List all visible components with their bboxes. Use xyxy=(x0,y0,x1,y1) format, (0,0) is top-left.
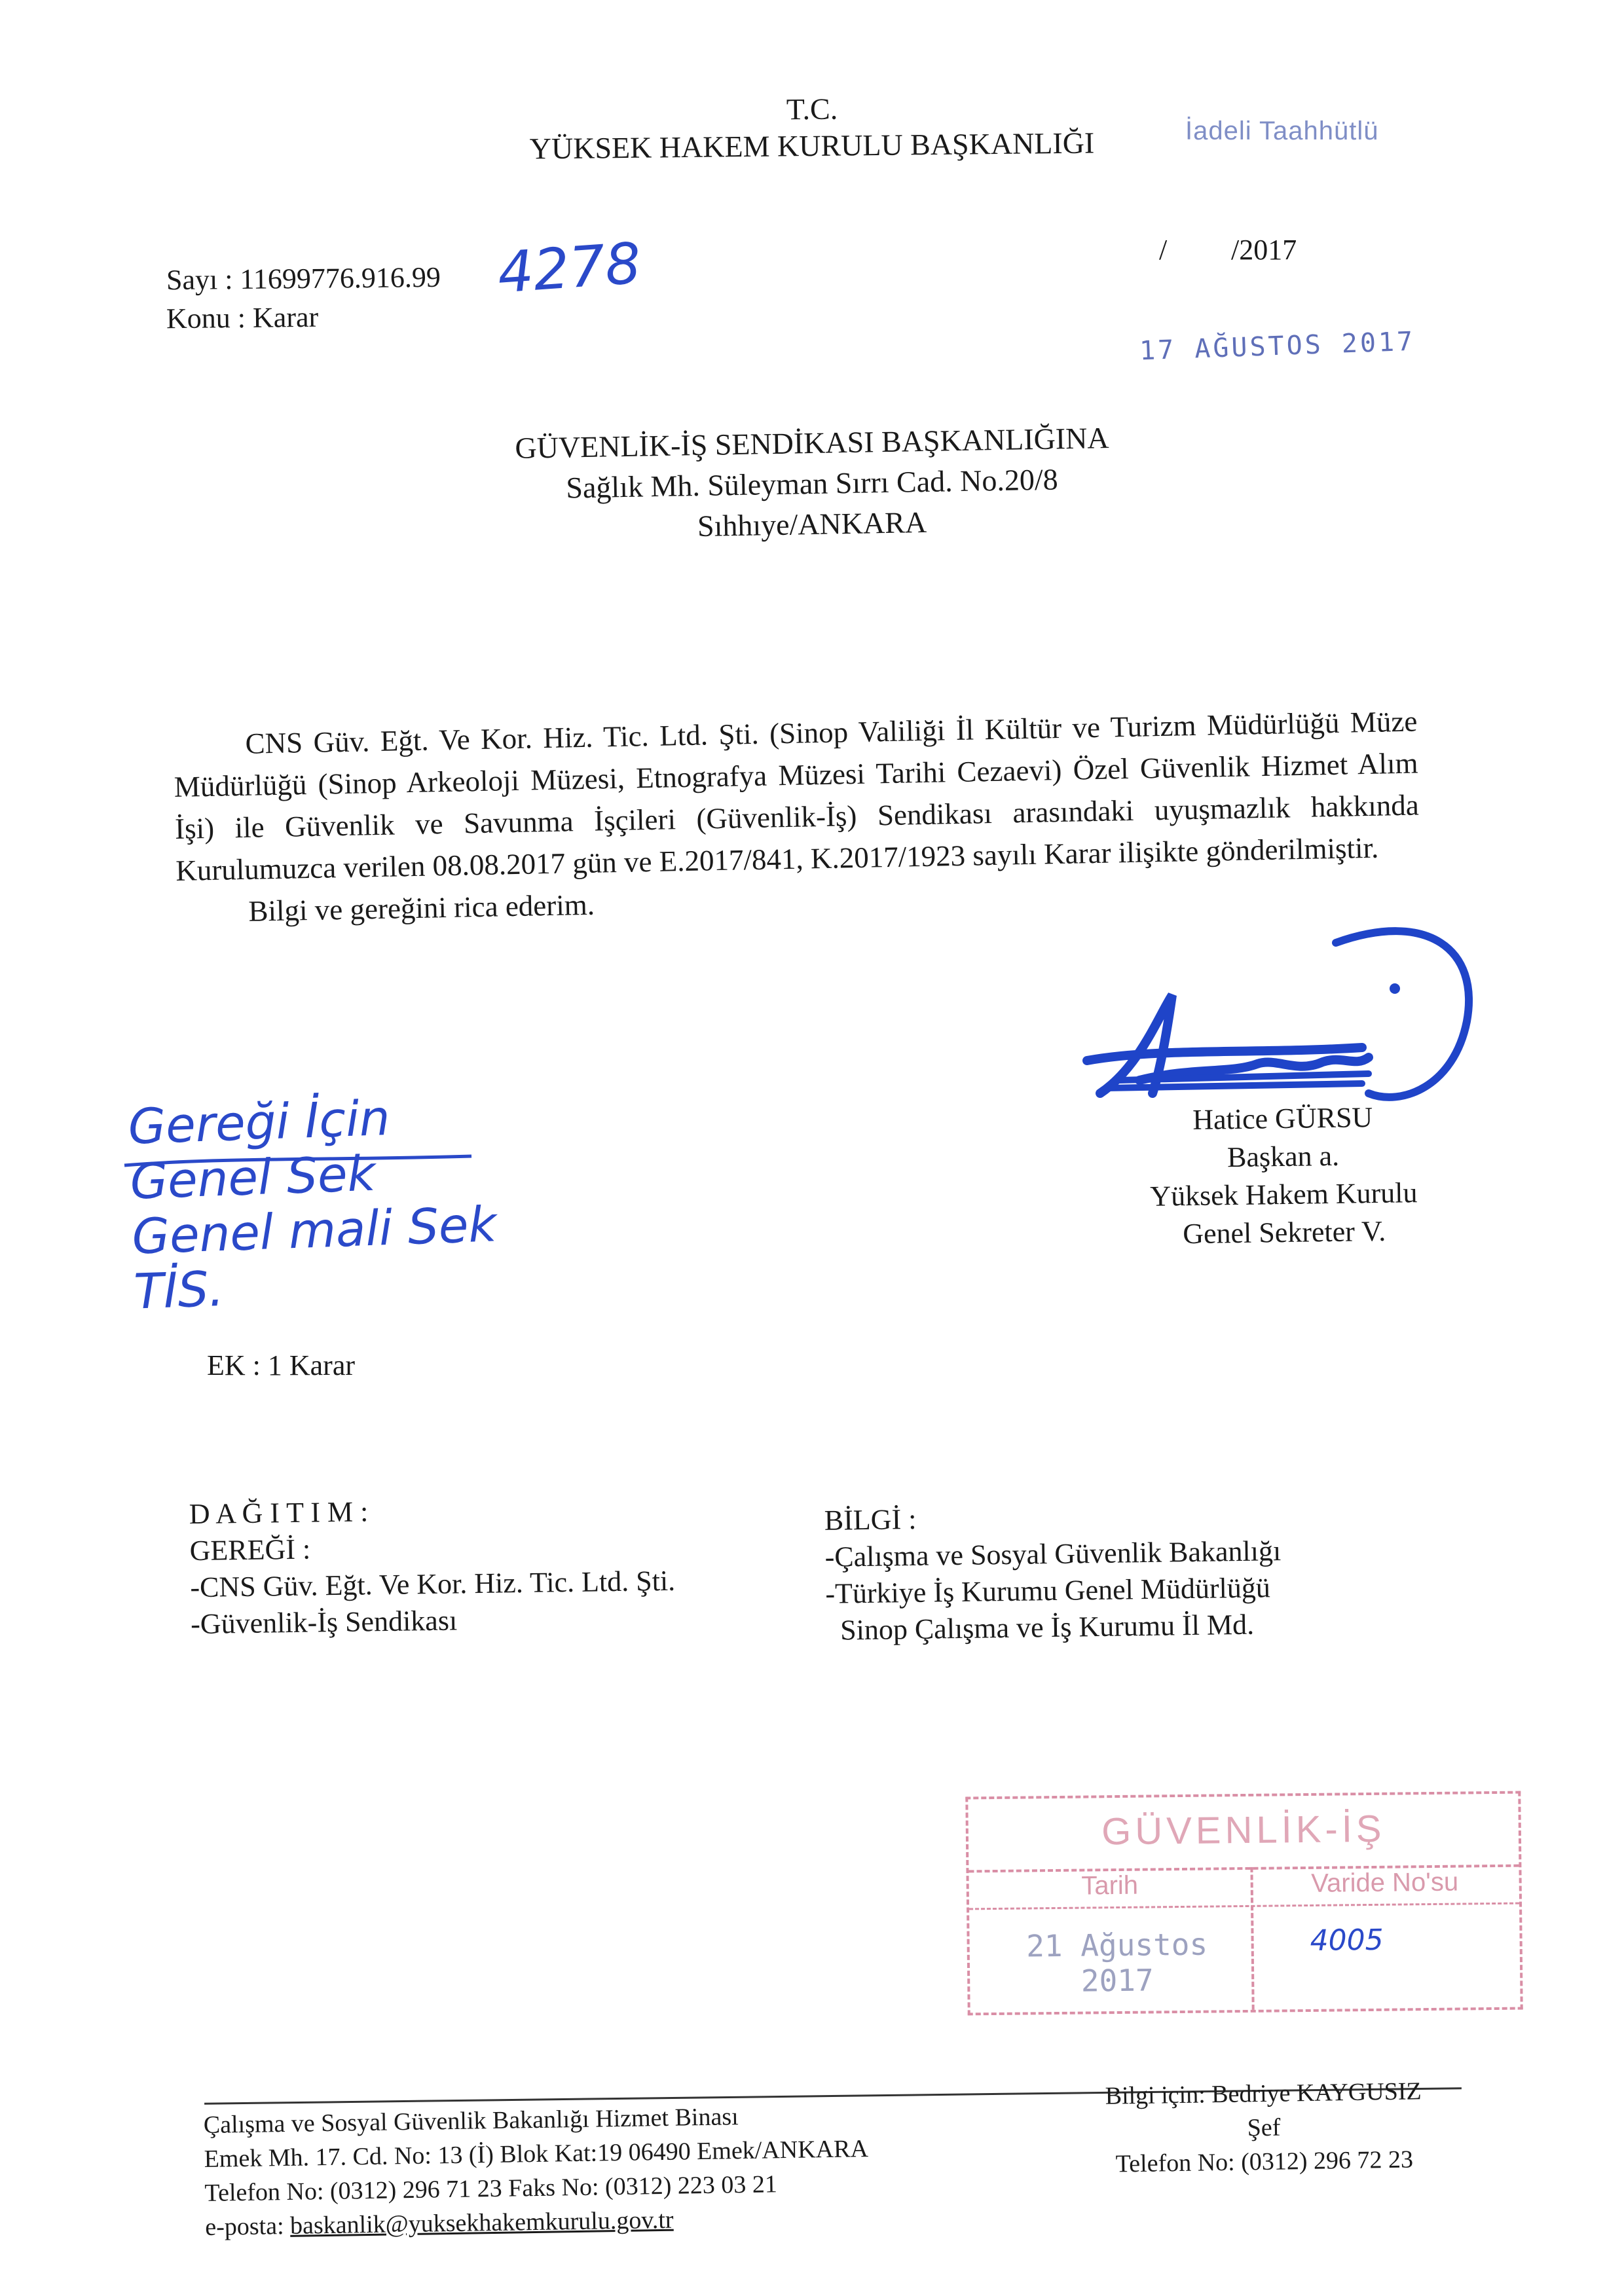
footer-email-link[interactable]: baskanlik@yuksekhakemkurulu.gov.tr xyxy=(289,2206,674,2240)
header-tc: T.C. xyxy=(786,92,838,126)
date-stamp: 17 AĞUSTOS 2017 xyxy=(1139,326,1416,367)
date-year: /2017 xyxy=(1231,234,1297,266)
registered-mail-stamp: İadeli Taahhütlü xyxy=(1185,117,1379,145)
recipient-city: Sıhhıye/ANKARA xyxy=(697,505,927,543)
footer-address-line: Çalışma ve Sosyal Güvenlik Bakanlığı Hizmet Binası xyxy=(203,2103,739,2139)
body-paragraph-1: CNS Güv. Eğt. Ve Kor. Hiz. Tic. Ltd. Şti. (Sinop Valiliği İl Kültür ve Turizm Müdürlüğü Müze Müdürlüğü (Sinop Arkeoloji Müzesi, Etnografya Müzesi Tarihi Cezaevi) Özel Güvenlik Hizmet Alım İşi) ile Güvenlik ve Savunma İşçileri (Güvenlik-İş) Sendikası arasındaki uyuşmazlık hakkında Kurulumuzca verilen 08.08.2017 gün ve E.2017/841, K.2017/1923 sayılı Karar ilişikte gönderilmiştir. xyxy=(174,704,1420,887)
date-slash: / xyxy=(1159,234,1168,266)
note-line-2: Genel Sek xyxy=(129,1145,377,1211)
body-paragraph-2: Bilgi ve gereğini rica ederim. xyxy=(248,888,595,928)
info-heading: BİLGİ : xyxy=(824,1503,917,1537)
recipient-name: GÜVENLİK-İŞ SENDİKASI BAŞKANLIĞINA xyxy=(515,421,1109,465)
note-underline xyxy=(118,1152,485,1172)
footer-contact xyxy=(1073,2073,1454,2181)
signatory-block xyxy=(1099,1097,1467,1254)
signatory-name: Hatice GÜRSU xyxy=(1192,1101,1373,1136)
footer-contact-line: Bilgi için: Bedriye KAYGUSIZ xyxy=(1105,2077,1422,2110)
footer-email-label: e-posta: xyxy=(204,2212,291,2241)
receipt-stamp xyxy=(965,1791,1522,2016)
letter-body xyxy=(173,701,1421,934)
attachment-line: EK : 1 Karar xyxy=(207,1349,356,1381)
info-block xyxy=(824,1496,1282,1649)
footer-address-line: Telefon No: (0312) 296 71 23 Faks No: (0312) 223 03 21 xyxy=(204,2170,778,2207)
note-line-3: Genel mali Sek xyxy=(131,1196,498,1266)
distribution-item: -CNS Güv. Eğt. Ve Kor. Hiz. Tic. Ltd. Şti. xyxy=(190,1564,676,1604)
footer-address xyxy=(203,2098,869,2244)
stamp-number-label: Varide No'su xyxy=(1311,1867,1459,1898)
note-line-1: Gereği İçin xyxy=(127,1089,391,1156)
handwritten-number: 4278 xyxy=(495,230,644,306)
footer-address-line: Emek Mh. 17. Cd. No: 13 (İ) Blok Kat:19 06490 Emek/ANKARA xyxy=(204,2135,869,2173)
stamp-divider xyxy=(969,1903,1519,1910)
info-item: -Türkiye İş Kurumu Genel Müdürlüğü xyxy=(825,1571,1271,1610)
distribution-block xyxy=(189,1489,676,1643)
signatory-title-3: Genel Sekreter V. xyxy=(1182,1214,1386,1250)
note-line-4: TİS. xyxy=(133,1260,225,1321)
distribution-heading: D A Ğ I T I M : xyxy=(189,1495,369,1531)
stamp-date-label: Tarih xyxy=(1081,1870,1139,1901)
footer-contact-line: Şef xyxy=(1247,2113,1281,2142)
recipient-street: Sağlık Mh. Süleyman Sırrı Cad. No.20/8 xyxy=(565,462,1059,505)
header-institution: YÜKSEK HAKEM KURULU BAŞKANLIĞI xyxy=(529,126,1095,166)
reference-number: Sayı : 11699776.916.99 xyxy=(166,261,441,297)
stamp-date-value: 21 Ağustos 2017 xyxy=(1025,1926,1208,1999)
footer-contact-line: Telefon No: (0312) 296 72 23 xyxy=(1115,2145,1414,2178)
stamp-title: GÜVENLİK-İŞ xyxy=(1101,1807,1386,1853)
handwritten-routing-note xyxy=(127,1087,499,1319)
stamp-number-value: 4005 xyxy=(1310,1923,1384,1958)
info-item: -Çalışma ve Sosyal Güvenlik Bakanlığı xyxy=(824,1535,1282,1573)
distribution-item: -Güvenlik-İş Sendikası xyxy=(190,1604,458,1641)
info-item: Sinop Çalışma ve İş Kurumu İl Md. xyxy=(825,1608,1255,1647)
signatory-title-1: Başkan a. xyxy=(1227,1139,1340,1174)
signatory-title-2: Yüksek Hakem Kurulu xyxy=(1149,1176,1418,1212)
distribution-geregi: GEREĞİ : xyxy=(189,1533,311,1567)
subject: Konu : Karar xyxy=(166,301,319,335)
